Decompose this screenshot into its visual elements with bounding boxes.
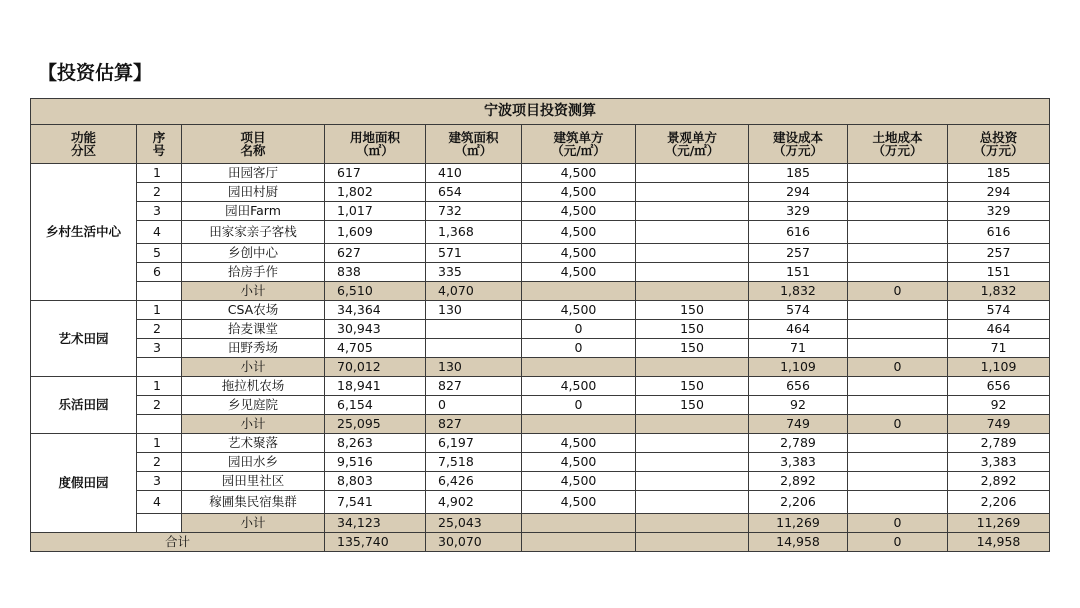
table-row — [31, 377, 1050, 396]
land-area-cell: 34,123 — [325, 514, 426, 533]
column-header-name — [182, 125, 325, 164]
land-area-cell: 1,017 — [325, 202, 426, 221]
project-name-cell: 田野秀场 — [182, 339, 325, 358]
construction-cost-cell: 1,832 — [749, 282, 848, 301]
table-row — [31, 434, 1050, 453]
seq-cell — [137, 358, 182, 377]
seq-cell: 2 — [137, 183, 182, 202]
project-name-cell: 园田水乡 — [182, 453, 325, 472]
grand-total-row — [31, 533, 1050, 552]
project-name-cell: 园田里社区 — [182, 472, 325, 491]
construction-cost-cell: 2,789 — [749, 434, 848, 453]
land-area-cell: 6,154 — [325, 396, 426, 415]
column-header-landscape-unit — [636, 125, 749, 164]
seq-cell: 2 — [137, 453, 182, 472]
column-header-line1: 景观单方 — [666, 129, 717, 145]
zone-cell: 度假田园 — [31, 434, 137, 533]
building-area-cell: 6,426 — [426, 472, 522, 491]
land-area-cell: 1,802 — [325, 183, 426, 202]
land-area-cell: 8,263 — [325, 434, 426, 453]
table-row — [31, 339, 1050, 358]
construction-cost-cell: 185 — [749, 164, 848, 183]
land-cost-cell — [848, 339, 948, 358]
project-name-cell: CSA农场 — [182, 301, 325, 320]
land-cost-cell — [848, 377, 948, 396]
project-name-cell: 乡创中心 — [182, 244, 325, 263]
total-investment-cell: 574 — [948, 301, 1050, 320]
investment-table — [30, 98, 1050, 552]
construction-cost-cell: 2,206 — [749, 491, 848, 514]
column-header-line2: （万元） — [973, 143, 1024, 158]
building-area-cell: 130 — [426, 301, 522, 320]
page-heading: 【投资估算】 — [38, 62, 153, 84]
building-area-cell: 6,197 — [426, 434, 522, 453]
land-area-cell: 18,941 — [325, 377, 426, 396]
subtotal-label: 小计 — [182, 358, 325, 377]
column-header-line2: （㎡） — [454, 143, 493, 158]
landscape-unit-cell: 150 — [636, 339, 749, 358]
total-investment-cell: 3,383 — [948, 453, 1050, 472]
project-name-cell: 拾麦课堂 — [182, 320, 325, 339]
seq-cell — [137, 514, 182, 533]
building-area-cell: 335 — [426, 263, 522, 282]
land-cost-cell — [848, 164, 948, 183]
total-investment-cell: 257 — [948, 244, 1050, 263]
building-area-cell: 827 — [426, 377, 522, 396]
land-area-cell: 135,740 — [325, 533, 426, 552]
building-unit-cell: 0 — [522, 339, 636, 358]
land-area-cell: 6,510 — [325, 282, 426, 301]
seq-cell: 4 — [137, 221, 182, 244]
table-row — [31, 244, 1050, 263]
land-area-cell: 617 — [325, 164, 426, 183]
building-area-cell: 410 — [426, 164, 522, 183]
column-header-construction-cost — [749, 125, 848, 164]
total-investment-cell: 656 — [948, 377, 1050, 396]
project-name-cell: 拖拉机农场 — [182, 377, 325, 396]
land-cost-cell — [848, 301, 948, 320]
land-cost-cell — [848, 221, 948, 244]
total-investment-cell: 2,206 — [948, 491, 1050, 514]
building-area-cell — [426, 339, 522, 358]
subtotal-label: 小计 — [182, 415, 325, 434]
total-investment-cell: 294 — [948, 183, 1050, 202]
project-name-cell: 园田村厨 — [182, 183, 325, 202]
construction-cost-cell: 3,383 — [749, 453, 848, 472]
building-area-cell: 654 — [426, 183, 522, 202]
seq-cell — [137, 282, 182, 301]
landscape-unit-cell — [636, 164, 749, 183]
building-unit-cell: 4,500 — [522, 221, 636, 244]
column-header-line2: （万元） — [872, 143, 923, 158]
landscape-unit-cell — [636, 472, 749, 491]
total-investment-cell: 329 — [948, 202, 1050, 221]
land-area-cell: 8,803 — [325, 472, 426, 491]
column-header-line2: （万元） — [772, 143, 823, 158]
land-cost-cell — [848, 244, 948, 263]
construction-cost-cell: 1,109 — [749, 358, 848, 377]
table-row — [31, 183, 1050, 202]
column-header-land-area — [325, 125, 426, 164]
landscape-unit-cell — [636, 415, 749, 434]
grand-total-label: 合计 — [31, 533, 325, 552]
land-cost-cell — [848, 396, 948, 415]
subtotal-row — [31, 514, 1050, 533]
building-area-cell: 7,518 — [426, 453, 522, 472]
column-header-building-area — [426, 125, 522, 164]
landscape-unit-cell — [636, 282, 749, 301]
total-investment-cell: 71 — [948, 339, 1050, 358]
building-unit-cell — [522, 415, 636, 434]
project-name-cell: 田园客厅 — [182, 164, 325, 183]
construction-cost-cell: 2,892 — [749, 472, 848, 491]
total-investment-cell: 92 — [948, 396, 1050, 415]
construction-cost-cell: 329 — [749, 202, 848, 221]
project-name-cell: 田家家亲子客栈 — [182, 221, 325, 244]
building-unit-cell — [522, 358, 636, 377]
seq-cell: 3 — [137, 339, 182, 358]
construction-cost-cell: 616 — [749, 221, 848, 244]
building-unit-cell — [522, 533, 636, 552]
building-unit-cell — [522, 514, 636, 533]
column-header-zone — [31, 125, 137, 164]
column-header-line1: 土地成本 — [872, 129, 923, 145]
land-area-cell: 1,609 — [325, 221, 426, 244]
table-row — [31, 301, 1050, 320]
land-cost-cell — [848, 491, 948, 514]
total-investment-cell: 749 — [948, 415, 1050, 434]
table-row — [31, 164, 1050, 183]
column-header-building-unit — [522, 125, 636, 164]
column-header-seq — [137, 125, 182, 164]
column-header-line1: 建筑面积 — [448, 129, 499, 145]
land-cost-cell: 0 — [848, 282, 948, 301]
construction-cost-cell: 92 — [749, 396, 848, 415]
landscape-unit-cell: 150 — [636, 396, 749, 415]
building-area-cell: 732 — [426, 202, 522, 221]
land-area-cell: 25,095 — [325, 415, 426, 434]
table-row — [31, 472, 1050, 491]
landscape-unit-cell: 150 — [636, 320, 749, 339]
zone-cell: 乐活田园 — [31, 377, 137, 434]
land-cost-cell — [848, 263, 948, 282]
building-unit-cell: 4,500 — [522, 202, 636, 221]
building-unit-cell: 0 — [522, 396, 636, 415]
building-area-cell: 30,070 — [426, 533, 522, 552]
total-investment-cell: 616 — [948, 221, 1050, 244]
seq-cell: 1 — [137, 164, 182, 183]
landscape-unit-cell — [636, 434, 749, 453]
table-row — [31, 202, 1050, 221]
construction-cost-cell: 257 — [749, 244, 848, 263]
land-cost-cell — [848, 472, 948, 491]
construction-cost-cell: 749 — [749, 415, 848, 434]
table-row — [31, 320, 1050, 339]
column-header-line2: （元/㎡） — [664, 143, 720, 158]
project-name-cell: 艺术聚落 — [182, 434, 325, 453]
seq-cell: 2 — [137, 396, 182, 415]
project-name-cell: 稼圃集民宿集群 — [182, 491, 325, 514]
construction-cost-cell: 574 — [749, 301, 848, 320]
land-area-cell: 838 — [325, 263, 426, 282]
column-header-total-investment — [948, 125, 1050, 164]
landscape-unit-cell — [636, 202, 749, 221]
building-area-cell: 130 — [426, 358, 522, 377]
building-area-cell: 4,902 — [426, 491, 522, 514]
land-area-cell: 9,516 — [325, 453, 426, 472]
building-unit-cell: 4,500 — [522, 244, 636, 263]
project-name-cell: 拾房手作 — [182, 263, 325, 282]
table-row — [31, 396, 1050, 415]
column-header-line1: 项目 — [240, 129, 266, 145]
landscape-unit-cell — [636, 453, 749, 472]
landscape-unit-cell — [636, 221, 749, 244]
landscape-unit-cell — [636, 514, 749, 533]
landscape-unit-cell: 150 — [636, 301, 749, 320]
construction-cost-cell: 294 — [749, 183, 848, 202]
building-area-cell: 25,043 — [426, 514, 522, 533]
land-cost-cell: 0 — [848, 415, 948, 434]
table-row — [31, 221, 1050, 244]
seq-cell: 1 — [137, 434, 182, 453]
subtotal-label: 小计 — [182, 282, 325, 301]
building-unit-cell: 4,500 — [522, 164, 636, 183]
land-area-cell: 627 — [325, 244, 426, 263]
building-area-cell: 4,070 — [426, 282, 522, 301]
land-cost-cell — [848, 202, 948, 221]
column-header-line1: 功能 — [70, 129, 96, 145]
building-unit-cell: 4,500 — [522, 434, 636, 453]
seq-cell: 4 — [137, 491, 182, 514]
land-cost-cell — [848, 434, 948, 453]
land-area-cell: 30,943 — [325, 320, 426, 339]
land-cost-cell: 0 — [848, 514, 948, 533]
building-area-cell — [426, 320, 522, 339]
landscape-unit-cell — [636, 358, 749, 377]
land-cost-cell — [848, 320, 948, 339]
building-unit-cell: 4,500 — [522, 472, 636, 491]
column-header-line2: 名称 — [240, 143, 266, 158]
column-header-line1: 序 — [152, 129, 166, 145]
seq-cell: 6 — [137, 263, 182, 282]
total-investment-cell: 464 — [948, 320, 1050, 339]
seq-cell: 5 — [137, 244, 182, 263]
seq-cell: 2 — [137, 320, 182, 339]
seq-cell: 3 — [137, 202, 182, 221]
total-investment-cell: 2,789 — [948, 434, 1050, 453]
building-unit-cell: 4,500 — [522, 453, 636, 472]
column-header-line1: 总投资 — [979, 129, 1018, 145]
land-cost-cell — [848, 453, 948, 472]
project-name-cell: 乡见庭院 — [182, 396, 325, 415]
building-area-cell: 0 — [426, 396, 522, 415]
table-row — [31, 263, 1050, 282]
building-area-cell: 827 — [426, 415, 522, 434]
construction-cost-cell: 14,958 — [749, 533, 848, 552]
subtotal-row — [31, 282, 1050, 301]
building-unit-cell — [522, 282, 636, 301]
table-title: 宁波项目投资测算 — [31, 99, 1050, 125]
construction-cost-cell: 656 — [749, 377, 848, 396]
seq-cell — [137, 415, 182, 434]
building-unit-cell: 4,500 — [522, 263, 636, 282]
building-unit-cell: 4,500 — [522, 491, 636, 514]
total-investment-cell: 185 — [948, 164, 1050, 183]
subtotal-label: 小计 — [182, 514, 325, 533]
building-area-cell: 1,368 — [426, 221, 522, 244]
column-header-line2: （元/㎡） — [551, 143, 606, 158]
subtotal-row — [31, 415, 1050, 434]
landscape-unit-cell: 150 — [636, 377, 749, 396]
landscape-unit-cell — [636, 183, 749, 202]
land-cost-cell: 0 — [848, 533, 948, 552]
column-header-land-cost — [848, 125, 948, 164]
land-cost-cell — [848, 183, 948, 202]
total-investment-cell: 1,109 — [948, 358, 1050, 377]
construction-cost-cell: 151 — [749, 263, 848, 282]
column-header-line1: 用地面积 — [349, 129, 400, 145]
seq-cell: 3 — [137, 472, 182, 491]
construction-cost-cell: 11,269 — [749, 514, 848, 533]
table-row — [31, 453, 1050, 472]
total-investment-cell: 1,832 — [948, 282, 1050, 301]
land-cost-cell: 0 — [848, 358, 948, 377]
column-header-line2: 分区 — [70, 143, 96, 158]
zone-cell: 艺术田园 — [31, 301, 137, 377]
building-unit-cell: 0 — [522, 320, 636, 339]
landscape-unit-cell — [636, 263, 749, 282]
project-name-cell: 园田Farm — [182, 202, 325, 221]
table-row — [31, 491, 1050, 514]
construction-cost-cell: 464 — [749, 320, 848, 339]
building-unit-cell: 4,500 — [522, 301, 636, 320]
column-header-line1: 建筑单方 — [553, 129, 604, 145]
building-unit-cell: 4,500 — [522, 377, 636, 396]
total-investment-cell: 2,892 — [948, 472, 1050, 491]
seq-cell: 1 — [137, 301, 182, 320]
construction-cost-cell: 71 — [749, 339, 848, 358]
column-header-line2: 号 — [152, 143, 166, 158]
building-area-cell: 571 — [426, 244, 522, 263]
land-area-cell: 4,705 — [325, 339, 426, 358]
landscape-unit-cell — [636, 533, 749, 552]
total-investment-cell: 11,269 — [948, 514, 1050, 533]
land-area-cell: 70,012 — [325, 358, 426, 377]
total-investment-cell: 14,958 — [948, 533, 1050, 552]
column-header-line1: 建设成本 — [772, 129, 823, 145]
column-header-line2: （㎡） — [356, 143, 394, 158]
zone-cell: 乡村生活中心 — [31, 164, 137, 301]
building-unit-cell: 4,500 — [522, 183, 636, 202]
land-area-cell: 34,364 — [325, 301, 426, 320]
landscape-unit-cell — [636, 491, 749, 514]
land-area-cell: 7,541 — [325, 491, 426, 514]
seq-cell: 1 — [137, 377, 182, 396]
total-investment-cell: 151 — [948, 263, 1050, 282]
subtotal-row — [31, 358, 1050, 377]
landscape-unit-cell — [636, 244, 749, 263]
